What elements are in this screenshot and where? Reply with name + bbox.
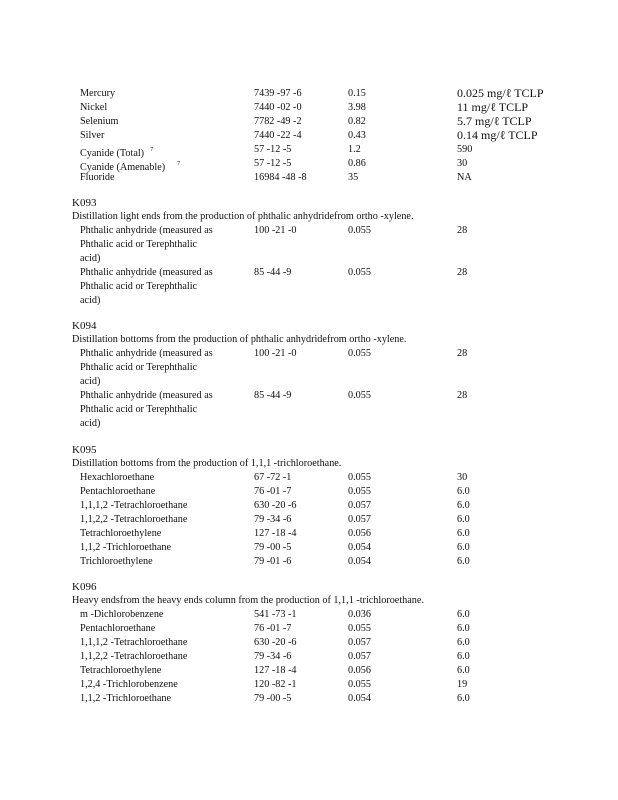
constituent-name: 1,1,2,2 -Tetrachloroethane	[80, 651, 188, 662]
constituent-name: Fluoride	[80, 172, 115, 183]
wastewater-value: 0.055	[348, 225, 371, 236]
constituent-name: 1,2,4 -Trichlorobenzene	[80, 679, 178, 690]
constituent-name: 1,1,2,2 -Tetrachloroethane	[80, 514, 188, 525]
wastewater-value: 0.056	[348, 665, 371, 676]
wastewater-value: 0.057	[348, 500, 371, 511]
constituent-name: Tetrachloroethylene	[80, 528, 162, 539]
nonwastewater-value: 6.0	[457, 651, 470, 662]
waste-code: K094	[72, 320, 97, 332]
wastewater-value: 0.054	[348, 556, 371, 567]
constituent-name-cont: acid)	[80, 253, 101, 264]
cas-number: 79 -00 -5	[254, 693, 292, 704]
constituent-name: Cyanide (Amenable) $^7$	[80, 161, 181, 173]
constituent-name: m -Dichlorobenzene	[80, 609, 164, 620]
nonwastewater-value: 6.0	[457, 693, 470, 704]
wastewater-value: 0.055	[348, 623, 371, 634]
wastewater-value: 0.055	[348, 679, 371, 690]
constituent-name: Selenium	[80, 116, 119, 127]
waste-code: K093	[72, 197, 97, 209]
cas-number: 100 -21 -0	[254, 348, 297, 359]
wastewater-value: 3.98	[348, 102, 366, 113]
constituent-name: Mercury	[80, 88, 116, 99]
wastewater-value: 0.055	[348, 390, 371, 401]
constituent-name: Pentachloroethane	[80, 623, 156, 634]
cas-number: 79 -34 -6	[254, 514, 292, 525]
footnote-marker: 7	[177, 161, 181, 167]
constituent-name: Phthalic anhydride (measured as	[80, 348, 213, 359]
cas-number: 16984 -48 -8	[254, 172, 307, 183]
nonwastewater-value: 5.7 mg/ℓ TCLP	[457, 114, 532, 128]
nonwastewater-value: 28	[457, 348, 468, 359]
wastewater-value: 0.82	[348, 116, 366, 127]
cas-number: 127 -18 -4	[254, 665, 297, 676]
waste-description: Distillation bottoms from the production of phthalic anhydridefrom ortho -xylene.	[72, 334, 407, 345]
cas-number: 7439 -97 -6	[254, 88, 302, 99]
nonwastewater-value: 6.0	[457, 623, 470, 634]
waste-code: K095	[72, 444, 97, 456]
constituent-name: Phthalic anhydride (measured as	[80, 390, 213, 401]
nonwastewater-value: 28	[457, 390, 468, 401]
nonwastewater-value: NA	[457, 172, 472, 183]
cas-number: 57 -12 -5	[254, 144, 292, 155]
cas-number: 57 -12 -5	[254, 158, 292, 169]
constituent-name-cont: Phthalic acid or Terephthalic	[80, 281, 198, 292]
constituent-name-cont: Phthalic acid or Terephthalic	[80, 362, 198, 373]
wastewater-value: 0.055	[348, 267, 371, 278]
constituent-name-cont: Phthalic acid or Terephthalic	[80, 239, 198, 250]
wastewater-value: 0.055	[348, 472, 371, 483]
constituent-name-cont: acid)	[80, 295, 101, 306]
cas-number: 541 -73 -1	[254, 609, 297, 620]
constituent-name-cont: Phthalic acid or Terephthalic	[80, 404, 198, 415]
wastewater-value: 0.15	[348, 88, 366, 99]
wastewater-value: 1.2	[348, 144, 361, 155]
cas-number: 630 -20 -6	[254, 500, 297, 511]
constituent-name: Hexachloroethane	[80, 472, 155, 483]
nonwastewater-value: 6.0	[457, 665, 470, 676]
waste-description: Distillation light ends from the production of phthalic anhydridefrom ortho -xylene.	[72, 211, 414, 222]
constituent-name-cont: acid)	[80, 418, 101, 429]
cas-number: 85 -44 -9	[254, 390, 292, 401]
wastewater-value: 0.057	[348, 514, 371, 525]
constituent-name: Nickel	[80, 102, 108, 113]
constituent-name: 1,1,2 -Trichloroethane	[80, 542, 172, 553]
wastewater-value: 0.054	[348, 693, 371, 704]
cas-number: 7782 -49 -2	[254, 116, 302, 127]
nonwastewater-value: 6.0	[457, 500, 470, 511]
cas-number: 100 -21 -0	[254, 225, 297, 236]
wastewater-value: 0.036	[348, 609, 371, 620]
cas-number: 67 -72 -1	[254, 472, 292, 483]
constituent-name: Trichloroethylene	[80, 556, 153, 567]
cas-number: 7440 -22 -4	[254, 130, 302, 141]
nonwastewater-value: 6.0	[457, 514, 470, 525]
nonwastewater-value: 6.0	[457, 556, 470, 567]
nonwastewater-value: 6.0	[457, 486, 470, 497]
constituent-name: 1,1,1,2 -Tetrachloroethane	[80, 637, 188, 648]
nonwastewater-value: 28	[457, 225, 468, 236]
cas-number: 127 -18 -4	[254, 528, 297, 539]
wastewater-value: 0.056	[348, 528, 371, 539]
constituent-name: Phthalic anhydride (measured as	[80, 267, 213, 278]
cas-number: 120 -82 -1	[254, 679, 297, 690]
cas-number: 79 -34 -6	[254, 651, 292, 662]
nonwastewater-value: 28	[457, 267, 468, 278]
cas-number: 7440 -02 -0	[254, 102, 302, 113]
nonwastewater-value: 30	[457, 158, 468, 169]
constituent-name: Pentachloroethane	[80, 486, 156, 497]
wastewater-value: 0.86	[348, 158, 366, 169]
wastewater-value: 0.054	[348, 542, 371, 553]
wastewater-value: 0.055	[348, 348, 371, 359]
wastewater-value: 35	[348, 172, 359, 183]
constituent-name: Silver	[80, 130, 105, 141]
constituent-name: 1,1,1,2 -Tetrachloroethane	[80, 500, 188, 511]
cas-number: 79 -01 -6	[254, 556, 292, 567]
wastewater-value: 0.055	[348, 486, 371, 497]
constituent-name: Phthalic anhydride (measured as	[80, 225, 213, 236]
wastewater-value: 0.43	[348, 130, 366, 141]
constituent-name: Cyanide (Total) $^7$	[80, 147, 154, 159]
wastewater-value: 0.057	[348, 637, 371, 648]
footnote-marker: 7	[150, 147, 154, 153]
nonwastewater-value: 6.0	[457, 609, 470, 620]
nonwastewater-value: 6.0	[457, 528, 470, 539]
nonwastewater-value: 590	[457, 144, 473, 155]
cas-number: 85 -44 -9	[254, 267, 292, 278]
nonwastewater-value: 6.0	[457, 637, 470, 648]
cas-number: 630 -20 -6	[254, 637, 297, 648]
constituent-name: 1,1,2 -Trichloroethane	[80, 693, 172, 704]
waste-description: Distillation bottoms from the production of 1,1,1 -trichloroethane.	[72, 458, 342, 469]
nonwastewater-value: 11 mg/ℓ TCLP	[457, 100, 529, 114]
nonwastewater-value: 0.025 mg/ℓ TCLP	[457, 86, 544, 100]
waste-description: Heavy endsfrom the heavy ends column from the production of 1,1,1 -trichloroethane.	[72, 595, 424, 606]
constituent-name: Tetrachloroethylene	[80, 665, 162, 676]
nonwastewater-value: 30	[457, 472, 468, 483]
cas-number: 79 -00 -5	[254, 542, 292, 553]
nonwastewater-value: 0.14 mg/ℓ TCLP	[457, 128, 538, 142]
nonwastewater-value: 19	[457, 679, 468, 690]
wastewater-value: 0.057	[348, 651, 371, 662]
cas-number: 76 -01 -7	[254, 486, 292, 497]
waste-code: K096	[72, 581, 97, 593]
constituent-name-cont: acid)	[80, 376, 101, 387]
cas-number: 76 -01 -7	[254, 623, 292, 634]
nonwastewater-value: 6.0	[457, 542, 470, 553]
